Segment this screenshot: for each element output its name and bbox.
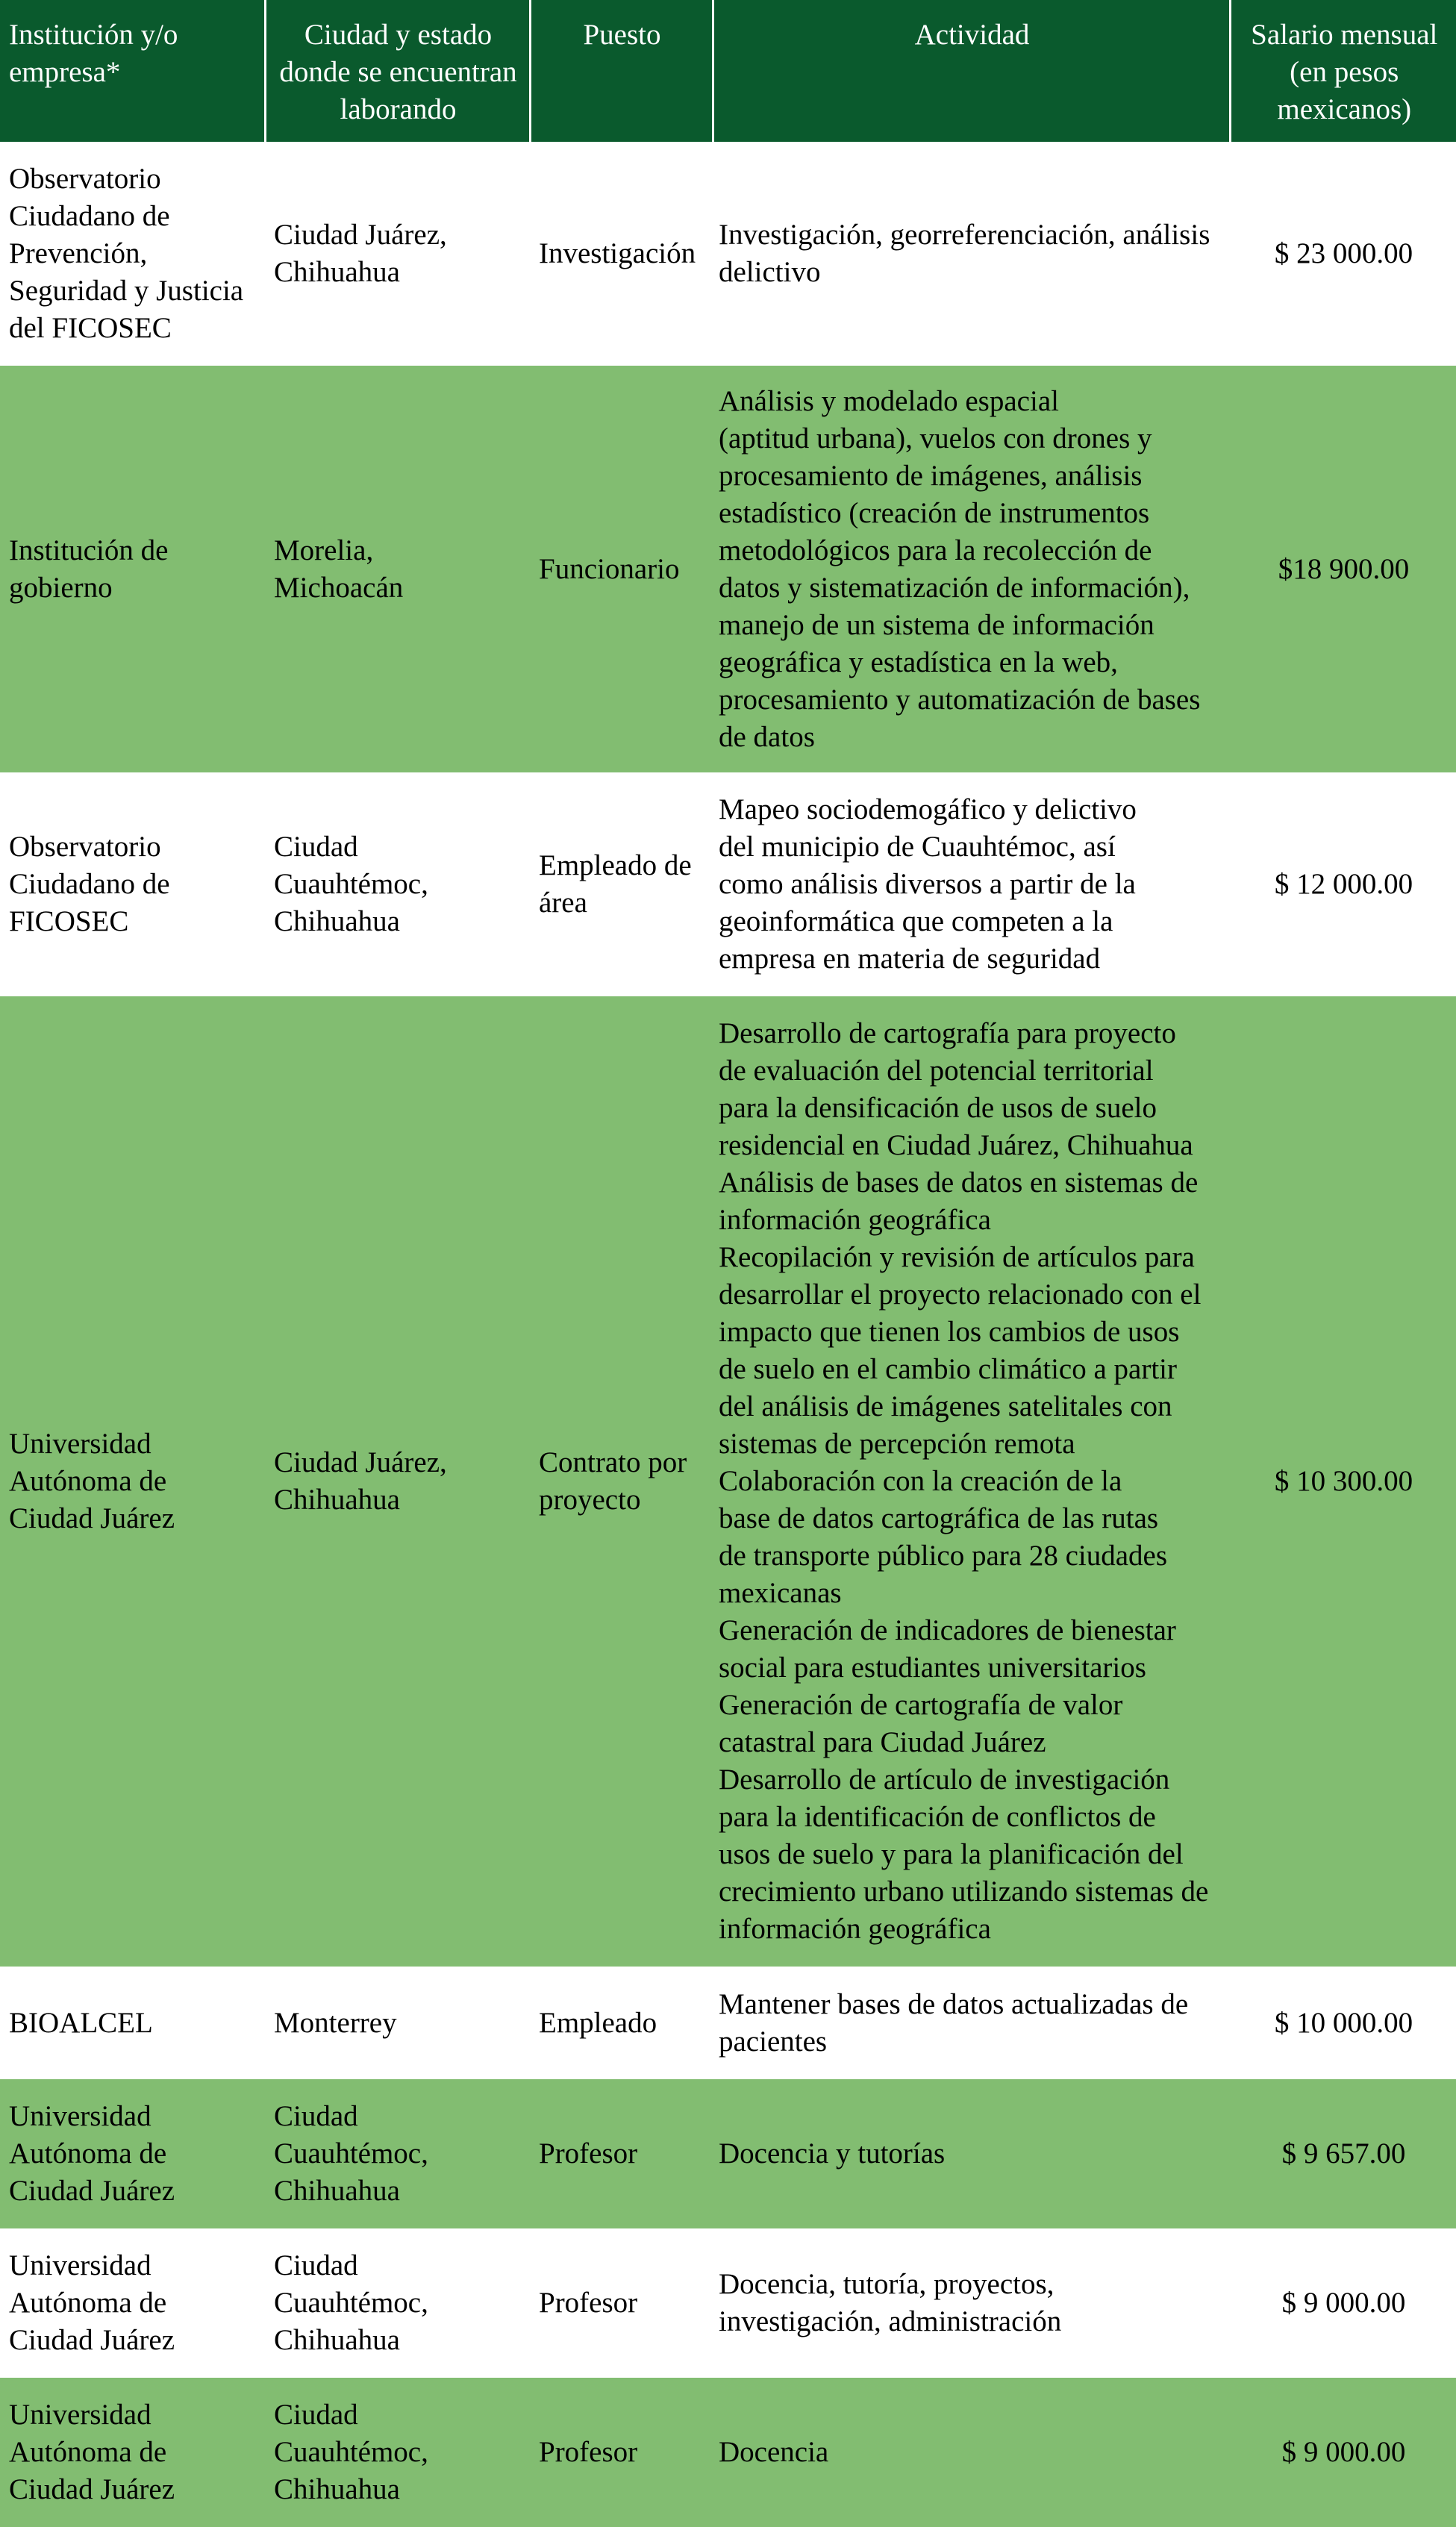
cell-institution: BIOALCEL — [0, 1967, 265, 2079]
cell-position: Empleado — [530, 1967, 713, 2079]
header-activity: Actividad — [713, 0, 1230, 142]
cell-institution: Universidad Autónoma de Ciudad Juárez — [0, 2079, 265, 2228]
header-row — [0, 0, 1456, 142]
cell-city: Ciudad Juárez, Chihuahua — [265, 996, 530, 1967]
cell-salary: $ 9 657.00 — [1230, 2079, 1456, 2228]
cell-institution: Universidad Autónoma de Ciudad Juárez — [0, 2228, 265, 2378]
cell-position: Investigación — [530, 142, 713, 366]
cell-institution: Institución de gobierno — [0, 366, 265, 772]
cell-institution: Universidad Autónoma de Ciudad Juárez — [0, 996, 265, 1967]
cell-activity: Docencia, tutoría, proyectos, investigación, administración — [713, 2228, 1230, 2378]
table-row — [0, 366, 1456, 772]
cell-position: Empleado de área — [530, 772, 713, 996]
cell-city: Ciudad Cuauhtémoc, Chihuahua — [265, 2228, 530, 2378]
cell-city: Ciudad Juárez, Chihuahua — [265, 142, 530, 366]
cell-institution: Observatorio Ciudadano de Prevención, Seguridad y Justicia del FICOSEC — [0, 142, 265, 366]
header-salary: Salario mensual (en pesos mexicanos) — [1230, 0, 1456, 142]
cell-institution: Universidad Autónoma de Ciudad Juárez — [0, 2378, 265, 2527]
cell-activity: Análisis y modelado espacial (aptitud urbana), vuelos con drones y procesamiento de imágenes, análisis estadístico (creación de instrumentos metodológicos para la recolección de datos y sistematización de información), manejo de un sistema de información geográfica y estadística en la web, procesamiento y automatización de bases de datos — [713, 366, 1230, 772]
cell-salary: $ 9 000.00 — [1230, 2378, 1456, 2527]
cell-position: Profesor — [530, 2378, 713, 2527]
cell-salary: $ 12 000.00 — [1230, 772, 1456, 996]
cell-city: Morelia, Michoacán — [265, 366, 530, 772]
cell-activity: Desarrollo de cartografía para proyecto de evaluación del potencial territorial para la densificación de usos de suelo residencial en Ciudad Juárez, Chihuahua Análisis de bases de datos en sistemas de información geográfica Recopilación y revisión de artículos para desarrollar el proyecto relacionado con el impacto que tienen los cambios de usos de suelo en el cambio climático a partir del análisis de imágenes satelitales con sistemas de percepción remota Colaboración con la creación de la base de datos cartográfica de las rutas de transporte público para 28 ciudades mexicanas Generación de indicadores de bienestar social para estudiantes universitarios Generación de cartografía de valor catastral para Ciudad Juárez Desarrollo de artículo de investigación para la identificación de conflictos de usos de suelo y para la planificación del crecimiento urbano utilizando sistemas de información geográfica — [713, 996, 1230, 1967]
cell-position: Profesor — [530, 2079, 713, 2228]
cell-salary: $ 10 300.00 — [1230, 996, 1456, 1967]
cell-activity: Mantener bases de datos actualizadas de pacientes — [713, 1967, 1230, 2079]
table-row — [0, 2378, 1456, 2527]
table-row — [0, 2079, 1456, 2228]
table-row — [0, 996, 1456, 1967]
cell-salary: $18 900.00 — [1230, 366, 1456, 772]
cell-city: Ciudad Cuauhtémoc, Chihuahua — [265, 2079, 530, 2228]
cell-city: Monterrey — [265, 1967, 530, 2079]
cell-position: Contrato por proyecto — [530, 996, 713, 1967]
cell-city: Ciudad Cuauhtémoc, Chihuahua — [265, 2378, 530, 2527]
cell-institution: Observatorio Ciudadano de FICOSEC — [0, 772, 265, 996]
table-header — [0, 0, 1456, 142]
header-institution: Institución y/o empresa* — [0, 0, 265, 142]
cell-activity: Mapeo sociodemogáfico y delictivo del municipio de Cuauhtémoc, así como análisis diversos a partir de la geoinformática que competen a la empresa en materia de seguridad — [713, 772, 1230, 996]
cell-position: Funcionario — [530, 366, 713, 772]
cell-city: Ciudad Cuauhtémoc, Chihuahua — [265, 772, 530, 996]
cell-activity: Docencia y tutorías — [713, 2079, 1230, 2228]
cell-activity: Docencia — [713, 2378, 1230, 2527]
table-row — [0, 142, 1456, 366]
header-position: Puesto — [530, 0, 713, 142]
header-city: Ciudad y estado donde se encuentran laborando — [265, 0, 530, 142]
cell-activity: Investigación, georreferenciación, análisis delictivo — [713, 142, 1230, 366]
table-row — [0, 772, 1456, 996]
table-row — [0, 1967, 1456, 2079]
cell-salary: $ 10 000.00 — [1230, 1967, 1456, 2079]
cell-salary: $ 9 000.00 — [1230, 2228, 1456, 2378]
table-row — [0, 2228, 1456, 2378]
cell-position: Profesor — [530, 2228, 713, 2378]
cell-salary: $ 23 000.00 — [1230, 142, 1456, 366]
